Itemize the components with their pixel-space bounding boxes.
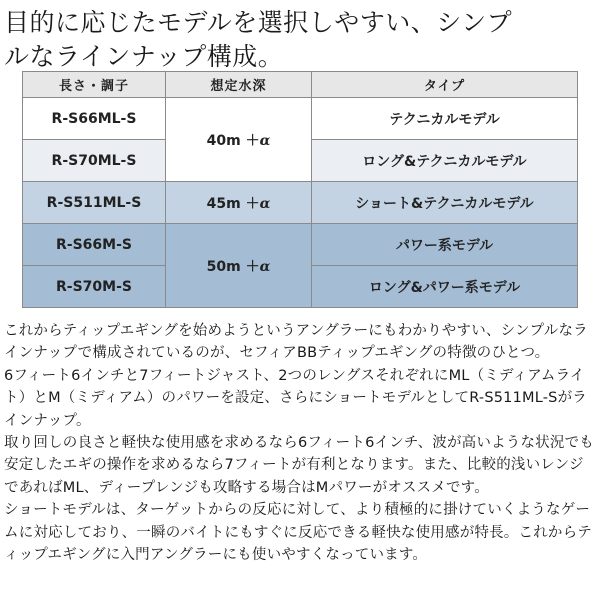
paragraph-lineup: 6フィート6インチと7フィートジャスト、2つのレングスそれぞれにML（ミディアムライト）とM（ミディアム）のパワーを設定、さらにショートモデルとしてR-S511ML-Sがラインナップ。 (4, 367, 587, 429)
depth-cell (166, 182, 312, 224)
page-heading (4, 6, 596, 74)
lineup-table (22, 71, 578, 308)
type-cell: ロング&パワー系モデル (312, 266, 578, 308)
table-row (23, 98, 578, 140)
heading-line-2: ルなラインナップ構成。 (4, 42, 284, 71)
table-row (23, 224, 578, 266)
depth-cell (166, 224, 312, 308)
depth-cell (166, 98, 312, 182)
depth-value: 45m ＋ (206, 195, 260, 212)
paragraph-intro: これからティップエギングを始めようというアングラーにもわかりやすい、シンプルなラインナップで構成されているのが、セフィアBBティップエギングの特徴のひとつ。 (4, 323, 588, 362)
table-header-row (23, 72, 578, 98)
model-cell: R-S511ML-S (23, 182, 166, 224)
paragraph-short-model: ショートモデルは、ターゲットからの反応に対して、より積極的に掛けていくようなゲームに対応しており、一瞬のバイトにもすぐに反応できる軽快な使用感が特長。これからティップエギングに入門アングラーにも使いやすくなっています。 (4, 502, 592, 564)
header-model: 長さ・調子 (23, 72, 166, 98)
paragraph-usage: 取り回しの良さと軽快な使用感を求めるなら6フィート6インチ、波が高いような状況でも安定したエギの操作を求めるなら7フィートが有利となります。また、比較的浅いレンジであればML、ディープレンジも攻略する場合はMパワーがオススメです。 (4, 435, 594, 496)
model-cell: R-S66M-S (23, 224, 166, 266)
model-cell: R-S70M-S (23, 266, 166, 308)
header-type: タイプ (312, 72, 578, 98)
depth-value: 50m ＋ (206, 258, 260, 275)
depth-value: 40m ＋ (206, 132, 260, 149)
heading-line-1: 目的に応じたモデルを選択しやすい、シンプ (4, 8, 513, 37)
type-cell: ショート&テクニカルモデル (312, 182, 578, 224)
depth-alpha: α (259, 132, 271, 149)
model-cell: R-S66ML-S (23, 98, 166, 140)
description-text (4, 320, 598, 566)
type-cell: パワー系モデル (312, 224, 578, 266)
header-depth: 想定水深 (166, 72, 312, 98)
depth-alpha: α (259, 195, 271, 212)
table-row (23, 182, 578, 224)
depth-alpha: α (259, 258, 271, 275)
type-cell: ロング&テクニカルモデル (312, 140, 578, 182)
type-cell: テクニカルモデル (312, 98, 578, 140)
model-cell: R-S70ML-S (23, 140, 166, 182)
